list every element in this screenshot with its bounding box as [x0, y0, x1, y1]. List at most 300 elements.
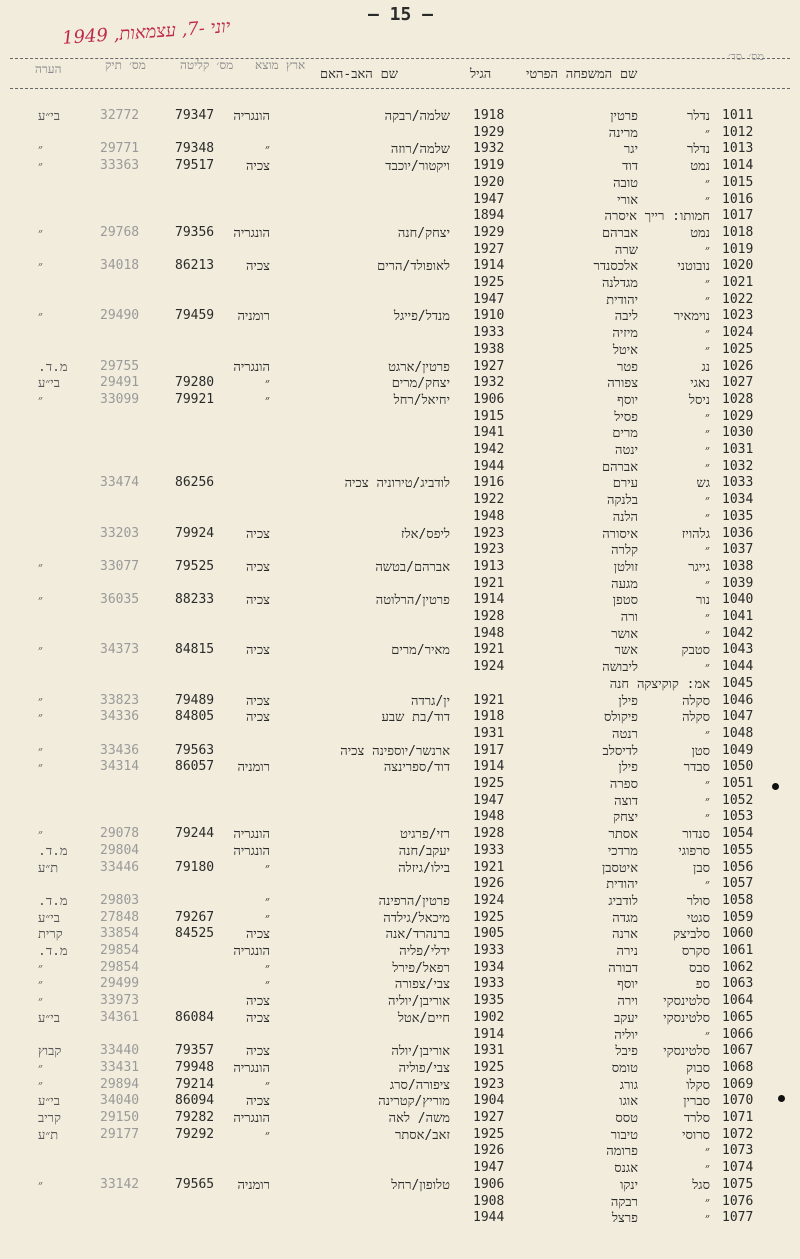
family-name-cell: ״	[705, 1194, 710, 1210]
table-row	[0, 192, 800, 208]
file-number-cell: 29803	[100, 892, 140, 908]
birth-year-cell: 1941	[473, 425, 505, 441]
table-row	[0, 141, 800, 157]
table-row	[0, 1010, 800, 1026]
birth-year-cell: 1905	[473, 926, 505, 942]
table-row	[0, 208, 800, 224]
parents-names-cell: מנדל/פייגל	[393, 309, 450, 325]
file-number-cell: 33363	[100, 158, 140, 174]
table-row	[0, 158, 800, 174]
intake-number-cell: 79489	[175, 692, 215, 708]
country-of-origin-cell: הונגריה	[233, 843, 270, 859]
serial-number-cell: 1030	[722, 425, 754, 441]
table-row	[0, 1060, 800, 1076]
family-name-cell: ״	[705, 409, 710, 425]
intake-number-cell: 79517	[175, 158, 215, 174]
ink-spot	[778, 1095, 785, 1102]
birth-year-cell: 1927	[473, 1110, 505, 1125]
family-name-cell: אמ: קוקיצקה חנה	[609, 676, 710, 692]
family-name-cell: סרוסי	[682, 1127, 710, 1143]
serial-number-cell: 1037	[722, 542, 754, 558]
country-of-origin-cell: צכיה	[245, 159, 270, 175]
parents-names-cell: דוד/בת שבע	[381, 710, 450, 726]
birth-year-cell: 1925	[473, 1059, 505, 1075]
birth-year-cell: 1925	[473, 1126, 505, 1142]
serial-number-cell: 1029	[722, 408, 754, 424]
table-row	[0, 876, 800, 892]
family-name-cell: ״	[705, 576, 710, 592]
family-name-cell: גלהויז	[681, 526, 710, 542]
parents-names-cell: לודביג/טירוניה צכיה	[344, 476, 450, 492]
serial-number-cell: 1075	[722, 1176, 754, 1192]
first-name-cell: אברהם	[601, 459, 638, 475]
family-name-cell: נור	[696, 593, 710, 609]
remark-cell: ״	[38, 559, 43, 575]
parents-names-cell: פרטין/הרלוטה	[375, 593, 450, 609]
header-parents: שם האב-האם	[320, 67, 398, 82]
first-name-cell: ספרה	[609, 777, 638, 792]
serial-number-cell: 1027	[722, 375, 754, 391]
parents-names-cell: ויקטור/יוכבד	[385, 159, 450, 175]
header-country: ארץ מוצא	[255, 58, 306, 72]
file-number-cell: 34040	[100, 1093, 140, 1109]
first-name-cell: פילן	[618, 693, 638, 709]
serial-number-cell: 1059	[722, 909, 754, 925]
file-number-cell: 34336	[100, 709, 140, 725]
family-name-cell: ״	[705, 1211, 710, 1227]
first-name-cell: פיקולס	[604, 710, 638, 726]
serial-number-cell: 1056	[722, 859, 754, 875]
intake-number-cell: 86057	[175, 759, 215, 775]
first-name-cell: מרינה	[608, 125, 638, 141]
parents-names-cell: בילו/גיזלה	[398, 860, 450, 876]
country-of-origin-cell: ״	[265, 1127, 270, 1143]
intake-number-cell: 79244	[175, 826, 215, 842]
remark-cell: בי״ע	[38, 1010, 60, 1026]
parents-names-cell: ארנשר/יוספינה צכיה	[340, 743, 450, 759]
table-row	[0, 960, 800, 976]
family-name-cell: סבדר	[683, 760, 710, 776]
family-name-cell: ״	[705, 342, 710, 358]
birth-year-cell: 1916	[473, 475, 505, 491]
family-name-cell: ״	[705, 626, 710, 642]
header-bottom-line	[10, 88, 790, 89]
family-name-cell: ניסל	[688, 392, 710, 408]
first-name-cell: פילן	[618, 760, 638, 776]
first-name-cell: מרדכי	[607, 843, 638, 859]
serial-number-cell: 1068	[722, 1059, 754, 1075]
birth-year-cell: 1904	[473, 1093, 505, 1109]
country-of-origin-cell: צכיה	[245, 1044, 270, 1060]
first-name-cell: עירם	[612, 476, 638, 492]
intake-number-cell: 86084	[175, 1009, 215, 1025]
file-number-cell: 27848	[100, 909, 140, 925]
birth-year-cell: 1931	[473, 1043, 505, 1059]
birth-year-cell: 1947	[473, 291, 505, 307]
table-row	[0, 1127, 800, 1143]
parents-names-cell: צבי/פוליה	[398, 1060, 450, 1076]
first-name-cell: איטל	[612, 342, 638, 358]
first-name-cell: אשר	[614, 643, 638, 659]
remark-cell: ״	[38, 827, 43, 843]
family-name-cell: ״	[705, 459, 710, 475]
birth-year-cell: 1934	[473, 959, 505, 975]
serial-number-cell: 1017	[722, 208, 754, 224]
country-of-origin-cell: הונגריה	[233, 1060, 270, 1076]
country-of-origin-cell: ״	[265, 977, 270, 993]
serial-number-cell: 1013	[722, 141, 754, 157]
serial-number-cell: 1043	[722, 642, 754, 658]
remark-cell: ״	[38, 643, 43, 659]
intake-number-cell: 86213	[175, 258, 215, 274]
family-name-cell: ״	[705, 1144, 710, 1160]
birth-year-cell: 1910	[473, 308, 505, 324]
table-row	[0, 392, 800, 408]
parents-names-cell: ליפס/אלז	[400, 526, 450, 542]
first-name-cell: בלנקה	[606, 493, 638, 509]
first-name-cell: יוסף	[617, 977, 638, 993]
serial-number-cell: 1070	[722, 1093, 754, 1109]
table-row	[0, 1110, 800, 1126]
intake-number-cell: 84525	[175, 926, 215, 942]
remark-cell: ת״ע	[38, 1127, 59, 1143]
country-of-origin-cell: צכיה	[245, 693, 270, 709]
family-name-cell: ״	[705, 1161, 710, 1177]
first-name-cell: ליבה	[614, 309, 638, 325]
first-name-cell: קלרה	[611, 543, 638, 559]
first-name-cell: יהודית	[606, 877, 638, 893]
family-name-cell: נדלר	[687, 142, 710, 158]
first-name-cell: פרטין	[610, 109, 638, 124]
family-name-cell: סלביצק	[673, 927, 710, 943]
family-name-cell: סטן	[691, 743, 710, 759]
file-number-cell: 34314	[100, 759, 140, 775]
serial-number-cell: 1023	[722, 308, 754, 324]
birth-year-cell: 1920	[473, 174, 505, 190]
table-row	[0, 1143, 800, 1159]
serial-number-cell: 1051	[722, 776, 754, 791]
family-name-cell: נוימאיר	[673, 309, 710, 325]
serial-number-cell: 1065	[722, 1009, 754, 1025]
family-name-cell: ״	[705, 1027, 710, 1043]
country-of-origin-cell: רומניה	[237, 309, 270, 325]
table-row	[0, 976, 800, 992]
serial-number-cell: 1019	[722, 241, 754, 257]
first-name-cell: יעקב	[614, 1010, 638, 1026]
family-name-cell: ספ	[695, 977, 710, 993]
family-name-cell: ״	[705, 610, 710, 625]
serial-number-cell: 1069	[722, 1076, 754, 1092]
birth-year-cell: 1921	[473, 859, 505, 875]
first-name-cell: יוליה	[614, 1027, 638, 1043]
family-name-cell: ״	[705, 493, 710, 509]
serial-number-cell: 1073	[722, 1143, 754, 1159]
parents-names-cell: זאב/אסתר	[394, 1127, 450, 1143]
remark-cell: בי״ע	[38, 376, 60, 392]
table-row	[0, 910, 800, 926]
parents-names-cell: ציפורה/סרג	[389, 1077, 450, 1093]
file-number-cell: 33854	[100, 926, 140, 942]
file-number-cell: 33142	[100, 1176, 140, 1192]
intake-number-cell: 79348	[175, 141, 215, 157]
table-row	[0, 1160, 800, 1176]
first-name-cell: צפורה	[607, 376, 638, 392]
country-of-origin-cell: צכיה	[245, 593, 270, 609]
handwritten-note: 1949 ,יוני -7, עצמאות	[61, 16, 232, 49]
serial-number-cell: 1041	[722, 609, 754, 624]
parents-names-cell: לאופולד/הרים	[377, 259, 450, 275]
birth-year-cell: 1935	[473, 993, 505, 1009]
file-number-cell: 33099	[100, 391, 140, 407]
file-number-cell: 33474	[100, 475, 140, 491]
first-name-cell: טובה	[613, 175, 638, 191]
file-number-cell: 33431	[100, 1059, 140, 1075]
first-name-cell: פרצל	[611, 1211, 638, 1227]
family-name-cell: סטבק	[681, 643, 710, 659]
serial-number-cell: 1053	[722, 809, 754, 825]
country-of-origin-cell: הונגריה	[233, 1111, 270, 1126]
country-of-origin-cell: צכיה	[245, 1010, 270, 1026]
country-of-origin-cell: צכיה	[245, 259, 270, 275]
serial-number-cell: 1022	[722, 291, 754, 307]
remark-cell: מ.ד.	[38, 359, 68, 375]
remark-cell: בי״ע	[38, 109, 60, 124]
family-name-cell: ״	[705, 509, 710, 525]
first-name-cell: מגדה	[612, 910, 638, 926]
country-of-origin-cell: הונגריה	[233, 225, 270, 241]
first-name-cell: ליבושה	[602, 660, 638, 676]
file-number-cell: 33077	[100, 558, 140, 574]
file-number-cell: 34373	[100, 642, 140, 658]
first-name-cell: דוד	[622, 159, 638, 175]
family-name-cell: סלטינסקי	[663, 1044, 710, 1060]
remark-cell: בי״ע	[38, 1094, 60, 1110]
table-row	[0, 475, 800, 491]
family-name-cell: חמותו: רייך איסרה	[604, 209, 710, 225]
birth-year-cell: 1926	[473, 876, 505, 892]
serial-number-cell: 1011	[722, 108, 754, 123]
table-row	[0, 993, 800, 1009]
serial-number-cell: 1032	[722, 458, 754, 474]
table-row	[0, 759, 800, 775]
table-row	[0, 308, 800, 324]
table-row	[0, 592, 800, 608]
family-name-cell: נמט	[690, 225, 710, 241]
serial-number-cell: 1033	[722, 475, 754, 491]
first-name-cell: לדיסלב	[602, 743, 638, 759]
country-of-origin-cell: ״	[265, 142, 270, 158]
first-name-cell: סטפן	[612, 593, 638, 609]
birth-year-cell: 1914	[473, 592, 505, 608]
country-of-origin-cell: רומניה	[237, 1177, 270, 1193]
serial-number-cell: 1046	[722, 692, 754, 708]
table-row	[0, 1177, 800, 1193]
country-of-origin-cell: צכיה	[245, 559, 270, 575]
file-number-cell: 32772	[100, 108, 140, 123]
birth-year-cell: 1915	[473, 408, 505, 424]
parents-names-cell: אברהם/בטשה	[375, 559, 450, 575]
family-name-cell: נמט	[690, 159, 710, 175]
serial-number-cell: 1060	[722, 926, 754, 942]
family-name-cell: ״	[705, 810, 710, 826]
family-name-cell: ״	[705, 443, 710, 458]
first-name-cell: פטר	[616, 359, 638, 375]
remark-cell: ״	[38, 142, 43, 158]
birth-year-cell: 1926	[473, 1143, 505, 1159]
family-name-cell: סברין	[683, 1094, 710, 1110]
file-number-cell: 29894	[100, 1076, 140, 1092]
intake-number-cell: 79357	[175, 1043, 215, 1059]
table-row	[0, 642, 800, 658]
family-name-cell: ״	[705, 326, 710, 342]
serial-number-cell: 1076	[722, 1193, 754, 1209]
first-name-cell: טיבור	[610, 1127, 638, 1143]
first-name-cell: יוסף	[617, 392, 638, 408]
country-of-origin-cell: הונגריה	[233, 359, 270, 375]
birth-year-cell: 1947	[473, 1160, 505, 1176]
serial-number-cell: 1052	[722, 792, 754, 808]
birth-year-cell: 1942	[473, 442, 505, 457]
remark-cell: ״	[38, 693, 43, 709]
family-name-cell: סרפוגי	[678, 843, 710, 859]
family-name-cell: סלטינסקי	[663, 1010, 710, 1026]
table-row	[0, 1093, 800, 1109]
table-row	[0, 776, 800, 792]
remark-cell: מ.ד.	[38, 944, 68, 959]
serial-number-cell: 1025	[722, 341, 754, 357]
first-name-cell: זולטן	[613, 559, 638, 575]
serial-number-cell: 1036	[722, 525, 754, 541]
first-name-cell: גורג	[619, 1077, 638, 1093]
birth-year-cell: 1906	[473, 1176, 505, 1192]
header-num1: מס׳ קליטה	[180, 58, 234, 72]
family-name-cell: ״	[705, 125, 710, 141]
birth-year-cell: 1923	[473, 542, 505, 558]
intake-number-cell: 79214	[175, 1076, 215, 1092]
table-row	[0, 709, 800, 725]
birth-year-cell: 1932	[473, 375, 505, 391]
family-name-cell: ״	[705, 543, 710, 559]
birth-year-cell: 1921	[473, 692, 505, 708]
remark-cell: ״	[38, 743, 43, 759]
birth-year-cell: 1923	[473, 1076, 505, 1092]
parents-names-cell: ברנהרד/אנה	[385, 927, 450, 943]
birth-year-cell: 1902	[473, 1009, 505, 1025]
birth-year-cell: 1917	[473, 742, 505, 758]
table-row	[0, 943, 800, 959]
first-name-cell: אורי	[617, 192, 638, 208]
family-name-cell: גייגר	[688, 559, 710, 575]
table-row	[0, 659, 800, 675]
remark-cell: קריב	[38, 1111, 62, 1126]
birth-year-cell: 1906	[473, 391, 505, 407]
birth-year-cell: 1923	[473, 525, 505, 541]
file-number-cell: 34018	[100, 258, 140, 274]
serial-number-cell: 1066	[722, 1026, 754, 1042]
serial-number-cell: 1045	[722, 675, 754, 691]
family-name-cell: נאגי	[690, 376, 710, 392]
country-of-origin-cell: צכיה	[245, 927, 270, 943]
header-serial: מס׳ סד׳	[728, 50, 765, 63]
first-name-cell: איסורה	[602, 526, 638, 542]
header-remark: הערה	[35, 62, 62, 76]
birth-year-cell: 1938	[473, 341, 505, 357]
table-row	[0, 258, 800, 274]
remark-cell: מ.ד.	[38, 893, 68, 909]
first-name-cell: טסס	[615, 1111, 638, 1126]
first-name-cell: אושר	[611, 626, 638, 642]
first-name-cell: אגנס	[614, 1161, 638, 1177]
header-year: הגיל	[470, 67, 492, 82]
serial-number-cell: 1021	[722, 275, 754, 290]
country-of-origin-cell: ״	[265, 392, 270, 408]
serial-number-cell: 1061	[722, 943, 754, 958]
header-family-first: שם המשפחה הפרטי	[526, 67, 638, 82]
first-name-cell: פיבל	[615, 1044, 638, 1060]
table-row	[0, 809, 800, 825]
table-row	[0, 1027, 800, 1043]
first-name-cell: דבורה	[608, 960, 638, 976]
country-of-origin-cell: הונגריה	[233, 944, 270, 959]
table-row	[0, 793, 800, 809]
family-name-cell: ״	[705, 276, 710, 291]
serial-number-cell: 1018	[722, 224, 754, 240]
serial-number-cell: 1015	[722, 174, 754, 190]
serial-number-cell: 1024	[722, 325, 754, 341]
serial-number-cell: 1038	[722, 558, 754, 574]
serial-number-cell: 1074	[722, 1160, 754, 1176]
serial-number-cell: 1054	[722, 826, 754, 842]
parents-names-cell: פרטין/הרפינה	[378, 893, 450, 909]
family-name-cell: נובוטני	[677, 259, 710, 275]
family-name-cell: ״	[705, 175, 710, 191]
first-name-cell: פסיל	[614, 409, 638, 425]
family-name-cell: סנדור	[682, 827, 710, 843]
country-of-origin-cell: צכיה	[245, 710, 270, 726]
remark-cell: ת״ע	[38, 860, 59, 876]
header-num2: מס׳ תיק	[105, 58, 146, 72]
birth-year-cell: 1925	[473, 275, 505, 290]
birth-year-cell: 1929	[473, 224, 505, 240]
country-of-origin-cell: ״	[265, 860, 270, 876]
birth-year-cell: 1921	[473, 642, 505, 658]
parents-names-cell: צבי/צפורה	[394, 977, 450, 993]
intake-number-cell: 79459	[175, 308, 215, 324]
birth-year-cell: 1944	[473, 1210, 505, 1226]
intake-number-cell: 79180	[175, 859, 215, 875]
first-name-cell: פרומה	[606, 1144, 638, 1160]
parents-names-cell: אוריבן/יולה	[391, 1044, 450, 1060]
country-of-origin-cell: צכיה	[245, 1094, 270, 1110]
intake-number-cell: 79282	[175, 1110, 215, 1125]
family-name-cell: סגל	[692, 1177, 710, 1193]
family-name-cell: נג	[701, 359, 710, 375]
table-row	[0, 576, 800, 592]
serial-number-cell: 1062	[722, 959, 754, 975]
serial-number-cell: 1012	[722, 124, 754, 140]
family-name-cell: ״	[705, 426, 710, 442]
birth-year-cell: 1921	[473, 575, 505, 591]
table-row	[0, 559, 800, 575]
parents-names-cell: יחיאל/רחל	[393, 392, 450, 408]
intake-number-cell: 88233	[175, 592, 215, 608]
file-number-cell: 33446	[100, 859, 140, 875]
table-row	[0, 1077, 800, 1093]
family-name-cell: ״	[705, 242, 710, 258]
birth-year-cell: 1948	[473, 809, 505, 825]
birth-year-cell: 1947	[473, 191, 505, 207]
remark-cell: ״	[38, 159, 43, 175]
